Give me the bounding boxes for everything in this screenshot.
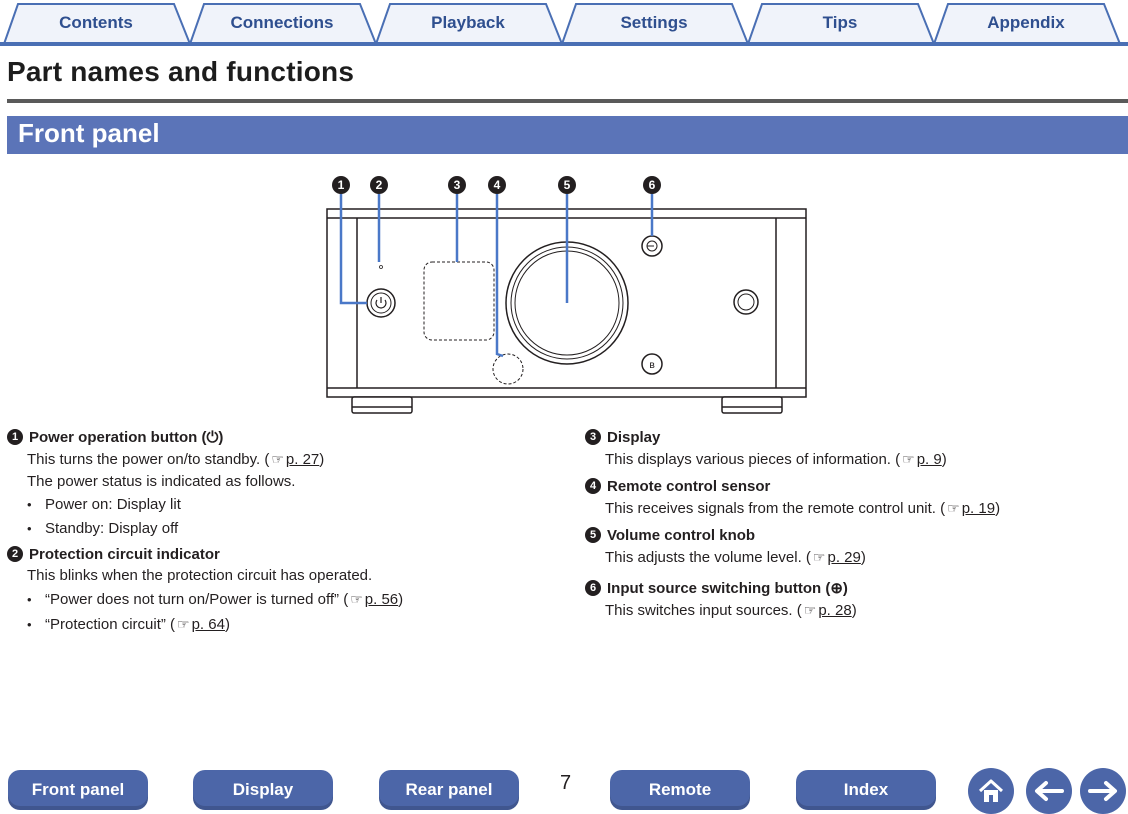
bullet-item: • Power on: Display lit bbox=[7, 493, 547, 517]
svg-text:ʙ: ʙ bbox=[649, 360, 655, 371]
pointing-hand-icon: ☞ bbox=[271, 451, 284, 467]
page-reference-link[interactable]: p. 9 bbox=[916, 451, 942, 468]
title-rule bbox=[7, 99, 1128, 103]
item-display bbox=[585, 426, 1125, 471]
page-number: 7 bbox=[560, 772, 572, 794]
item-number: 5 bbox=[585, 527, 601, 543]
callout-2-label: 2 bbox=[375, 178, 383, 192]
nav-front-panel-button[interactable]: Front panel bbox=[8, 770, 148, 810]
remote-sensor-shape bbox=[493, 354, 523, 384]
item-remote-sensor bbox=[585, 475, 1125, 520]
item-title: Power operation button (⏻) bbox=[29, 428, 224, 446]
item-title: Protection circuit indicator bbox=[29, 545, 220, 563]
item-number: 3 bbox=[585, 429, 601, 445]
page-reference-link[interactable]: p. 64 bbox=[191, 616, 225, 633]
tab-connections[interactable]: Connections bbox=[230, 13, 334, 32]
item-line: This turns the power on/to standby. ( ☞ p. 27) bbox=[27, 451, 325, 468]
page-reference-link[interactable]: p. 19 bbox=[961, 500, 996, 517]
callout-5-label: 5 bbox=[563, 178, 571, 192]
nav-display-button[interactable]: Display bbox=[193, 770, 333, 810]
tab-contents[interactable]: Contents bbox=[59, 13, 133, 32]
item-title: Remote control sensor bbox=[607, 477, 771, 495]
display-shape bbox=[424, 262, 494, 340]
item-line: This blinks when the protection circuit has operated. bbox=[27, 567, 373, 584]
callout-1-label: 1 bbox=[337, 178, 345, 192]
pointing-hand-icon: ☞ bbox=[902, 451, 915, 467]
front-panel-illustration bbox=[0, 160, 1128, 420]
section-title: Front panel bbox=[18, 118, 160, 148]
descriptions-right bbox=[585, 426, 1125, 622]
tab-playback[interactable]: Playback bbox=[431, 13, 505, 32]
page-reference-link[interactable]: p. 27 bbox=[285, 451, 320, 468]
item-title: Display bbox=[607, 428, 661, 446]
item-line: This adjusts the volume level. ( ☞ p. 29) bbox=[605, 549, 866, 566]
pointing-hand-icon: ☞ bbox=[177, 616, 190, 632]
pointing-hand-icon: ☞ bbox=[812, 549, 826, 565]
callout-6-label: 6 bbox=[648, 178, 656, 192]
feet bbox=[352, 397, 782, 413]
pointing-hand-icon: ☞ bbox=[803, 602, 817, 618]
back-arrow-icon bbox=[1032, 779, 1066, 803]
bullet-item: • Standby: Display off bbox=[7, 517, 547, 541]
tab-appendix[interactable]: Appendix bbox=[987, 13, 1065, 32]
item-line: This switches input sources. ( ☞ p. 28) bbox=[605, 602, 857, 619]
item-volume-knob bbox=[585, 524, 1125, 569]
power-icon: ⏻ bbox=[206, 428, 219, 446]
tab-settings[interactable]: Settings bbox=[620, 13, 688, 32]
input-source-icon: ⊕ bbox=[830, 580, 843, 597]
item-input-button bbox=[585, 577, 1125, 622]
forward-arrow-icon bbox=[1086, 779, 1120, 803]
page-reference-link[interactable]: p. 28 bbox=[818, 602, 852, 619]
home-icon bbox=[976, 776, 1006, 806]
tab-tips[interactable]: Tips bbox=[822, 13, 858, 32]
callout-4-label: 4 bbox=[493, 178, 501, 192]
forward-button[interactable] bbox=[1080, 768, 1126, 814]
item-number: 4 bbox=[585, 478, 601, 494]
section-bar bbox=[7, 116, 1128, 154]
home-button[interactable] bbox=[968, 768, 1014, 814]
descriptions-left bbox=[7, 426, 547, 637]
pointing-hand-icon: ☞ bbox=[947, 500, 960, 516]
protection-indicator-shape bbox=[380, 266, 383, 269]
item-protection-indicator bbox=[7, 543, 547, 637]
item-title: Input source switching button (⊕) bbox=[607, 580, 848, 597]
front-panel-diagram bbox=[0, 160, 1128, 420]
tab-underline bbox=[0, 42, 1128, 46]
nav-rear-panel-button[interactable]: Rear panel bbox=[379, 770, 519, 810]
bullet-item: • “Protection circuit” ( ☞ p. 64) bbox=[7, 612, 547, 637]
item-line: This receives signals from the remote control unit. ( ☞ p. 19) bbox=[605, 500, 1001, 517]
item-number: 1 bbox=[7, 429, 23, 445]
item-line: This displays various pieces of information. ( ☞ p. 9) bbox=[605, 451, 947, 468]
item-number: 2 bbox=[7, 546, 23, 562]
callout-3-label: 3 bbox=[453, 178, 461, 192]
back-button[interactable] bbox=[1026, 768, 1072, 814]
nav-remote-button[interactable]: Remote bbox=[610, 770, 750, 810]
nav-index-button[interactable]: Index bbox=[796, 770, 936, 810]
item-line: The power status is indicated as follows. bbox=[27, 473, 296, 490]
bullet-item: • “Power does not turn on/Power is turned off” ( ☞ p. 56) bbox=[7, 587, 547, 612]
item-number: 6 bbox=[585, 580, 601, 596]
item-power-button bbox=[7, 426, 547, 541]
top-tab-bar bbox=[0, 0, 1128, 46]
page-title: Part names and functions bbox=[7, 56, 355, 87]
page-reference-link[interactable]: p. 56 bbox=[364, 591, 399, 608]
page-reference-link[interactable]: p. 29 bbox=[827, 549, 861, 566]
pointing-hand-icon: ☞ bbox=[350, 591, 363, 607]
item-title: Volume control knob bbox=[607, 526, 756, 544]
